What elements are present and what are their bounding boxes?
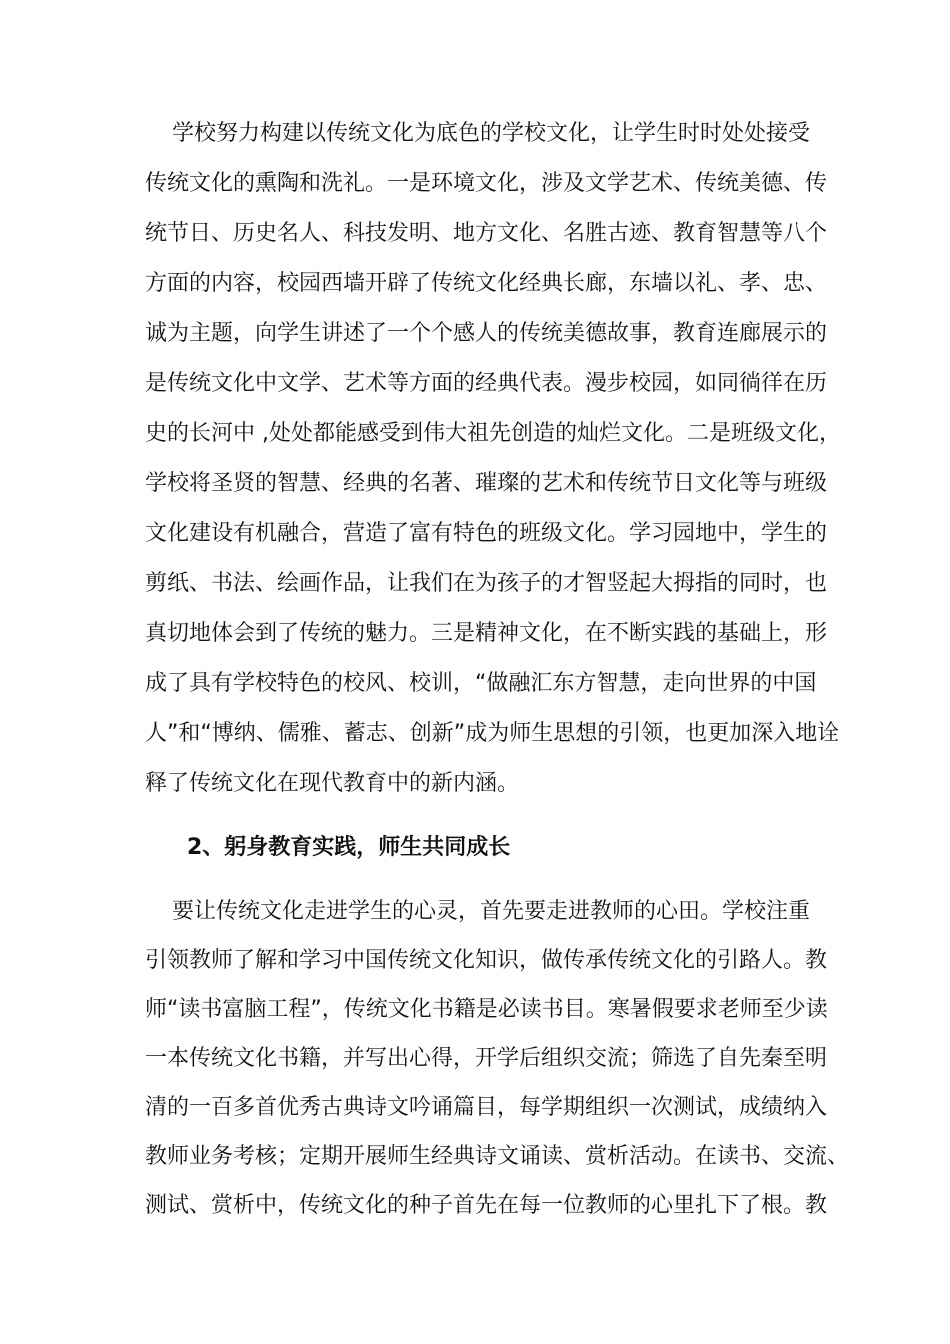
paragraph-1-line-5: 诚为主题，向学生讲述了一个个感人的传统美德故事，教育连廊展示的	[145, 321, 828, 346]
paragraph-2-line-5: 清的一百多首优秀古典诗文吟诵篇目，每学期组织一次测试，成绩纳入	[145, 1095, 828, 1120]
paragraph-1-line-8: 学校将圣贤的智慧、经典的名著、璀璨的艺术和传统节日文化等与班级	[145, 471, 828, 496]
paragraph-1-line-13: 人”和“博纳、儒雅、蓄志、创新”成为师生思想的引领，也更加深入地诠	[145, 721, 840, 746]
paragraph-2-line-6: 教师业务考核；定期开展师生经典诗文诵读、赏析活动。在读书、交流、	[145, 1144, 850, 1169]
paragraph-1-line-2: 传统文化的熏陶和洗礼。一是环境文化，涉及文学艺术、传统美德、传	[145, 171, 828, 196]
paragraph-1-line-7: 史的长河中 ,处处都能感受到伟大祖先创造的灿烂文化。二是班级文化，	[145, 421, 841, 446]
paragraph-1-line-4: 方面的内容，校园西墙开辟了传统文化经典长廊，东墙以礼、孝、忠、	[145, 271, 828, 296]
paragraph-2-line-3: 师“读书富脑工程”，传统文化书籍是必读书目。寒暑假要求老师至少读	[145, 997, 828, 1022]
paragraph-1-line-3: 统节日、历史名人、科技发明、地方文化、名胜古迹、教育智慧等八个	[145, 221, 828, 246]
paragraph-2-line-7: 测试、赏析中，传统文化的种子首先在每一位教师的心里扎下了根。教	[145, 1193, 828, 1218]
paragraph-1-line-9: 文化建设有机融合，营造了富有特色的班级文化。学习园地中，学生的	[145, 521, 828, 546]
paragraph-2-line-2: 引领教师了解和学习中国传统文化知识，做传承传统文化的引路人。教	[145, 948, 828, 973]
paragraph-2-line-4: 一本传统文化书籍，并写出心得，开学后组织交流；筛选了自先秦至明	[145, 1046, 828, 1071]
paragraph-1-line-1: 学校努力构建以传统文化为底色的学校文化，让学生时时处处接受	[172, 121, 811, 146]
paragraph-1-line-10: 剪纸、书法、绘画作品，让我们在为孩子的才智竖起大拇指的同时，也	[145, 571, 828, 596]
paragraph-2-line-1: 要让传统文化走进学生的心灵，首先要走进教师的心田。学校注重	[172, 899, 811, 924]
paragraph-1-line-12: 成了具有学校特色的校风、校训，“做融汇东方智慧，走向世界的中国	[145, 671, 817, 696]
paragraph-1-line-6: 是传统文化中文学、艺术等方面的经典代表。漫步校园，如同徜徉在历	[145, 371, 828, 396]
paragraph-1-line-14: 释了传统文化在现代教育中的新内涵。	[145, 771, 520, 796]
section-heading: 2、躬身教育实践，师生共同成长	[187, 835, 511, 860]
paragraph-1-line-11: 真切地体会到了传统的魅力。三是精神文化，在不断实践的基础上，形	[145, 621, 828, 646]
